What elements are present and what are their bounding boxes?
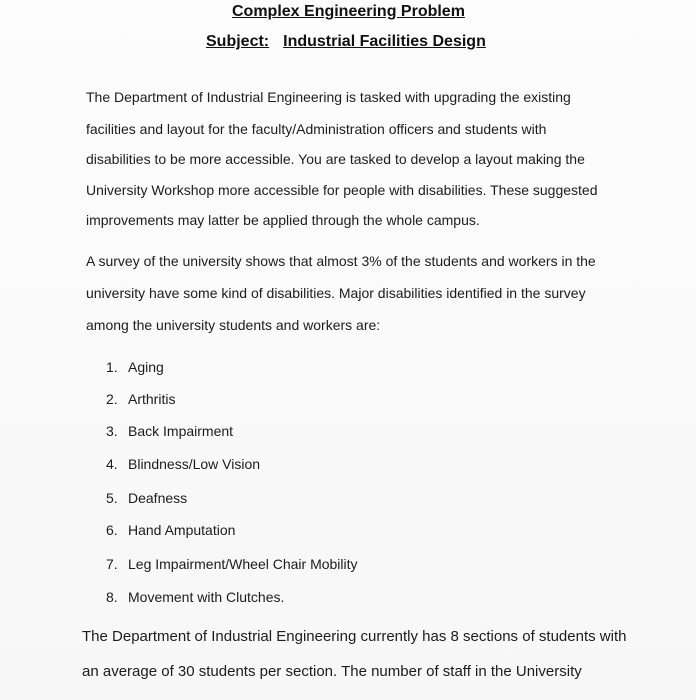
list-label: Aging xyxy=(128,359,164,375)
list-item xyxy=(106,589,284,605)
list-number: 4. xyxy=(106,456,118,472)
paragraph-1-line: University Workshop more accessible for people with disabilities. These suggested xyxy=(86,182,598,198)
list-number: 2. xyxy=(106,391,118,407)
list-label: Deafness xyxy=(128,490,188,506)
paragraph-2-line: among the university students and workers are: xyxy=(86,317,381,333)
paragraph-1-line: facilities and layout for the faculty/Administration officers and students with xyxy=(86,121,547,137)
paragraph-1-line: improvements may latter be applied through the whole campus. xyxy=(86,212,480,228)
subject-value: Industrial Facilities Design xyxy=(283,33,486,50)
list-item xyxy=(106,556,358,572)
paragraph-1-line: The Department of Industrial Engineering is tasked with upgrading the existing xyxy=(86,89,571,105)
list-label: Leg Impairment/Wheel Chair Mobility xyxy=(128,556,358,572)
list-number: 1. xyxy=(106,359,118,375)
list-label: Movement with Clutches. xyxy=(128,589,285,605)
list-number: 7. xyxy=(106,556,118,572)
list-label: Arthritis xyxy=(128,391,176,407)
list-label: Back Impairment xyxy=(128,423,234,439)
document-title: Complex Engineering Problem xyxy=(232,3,465,20)
list-label: Blindness/Low Vision xyxy=(128,456,261,472)
list-item xyxy=(106,391,175,407)
list-item xyxy=(106,522,235,538)
list-number: 6. xyxy=(106,522,118,538)
paragraph-1-line: disabilities to be more accessible. You are tasked to develop a layout making the xyxy=(86,151,585,167)
list-item xyxy=(106,490,187,506)
list-item xyxy=(106,423,233,439)
list-number: 3. xyxy=(106,423,118,439)
list-number: 8. xyxy=(106,589,118,605)
paragraph-2-line: university have some kind of disabilities. Major disabilities identified in the survey xyxy=(86,285,586,301)
paragraph-3-line: an average of 30 students per section. The number of staff in the University xyxy=(82,663,582,680)
document-subject xyxy=(206,33,486,51)
list-number: 5. xyxy=(106,490,118,506)
list-item xyxy=(106,359,164,375)
paragraph-3-line: The Department of Industrial Engineering currently has 8 sections of students with xyxy=(82,628,627,645)
paragraph-2-line: A survey of the university shows that almost 3% of the students and workers in the xyxy=(86,253,596,269)
subject-label: Subject: xyxy=(206,33,270,50)
list-label: Hand Amputation xyxy=(128,522,236,538)
list-item xyxy=(106,456,260,472)
